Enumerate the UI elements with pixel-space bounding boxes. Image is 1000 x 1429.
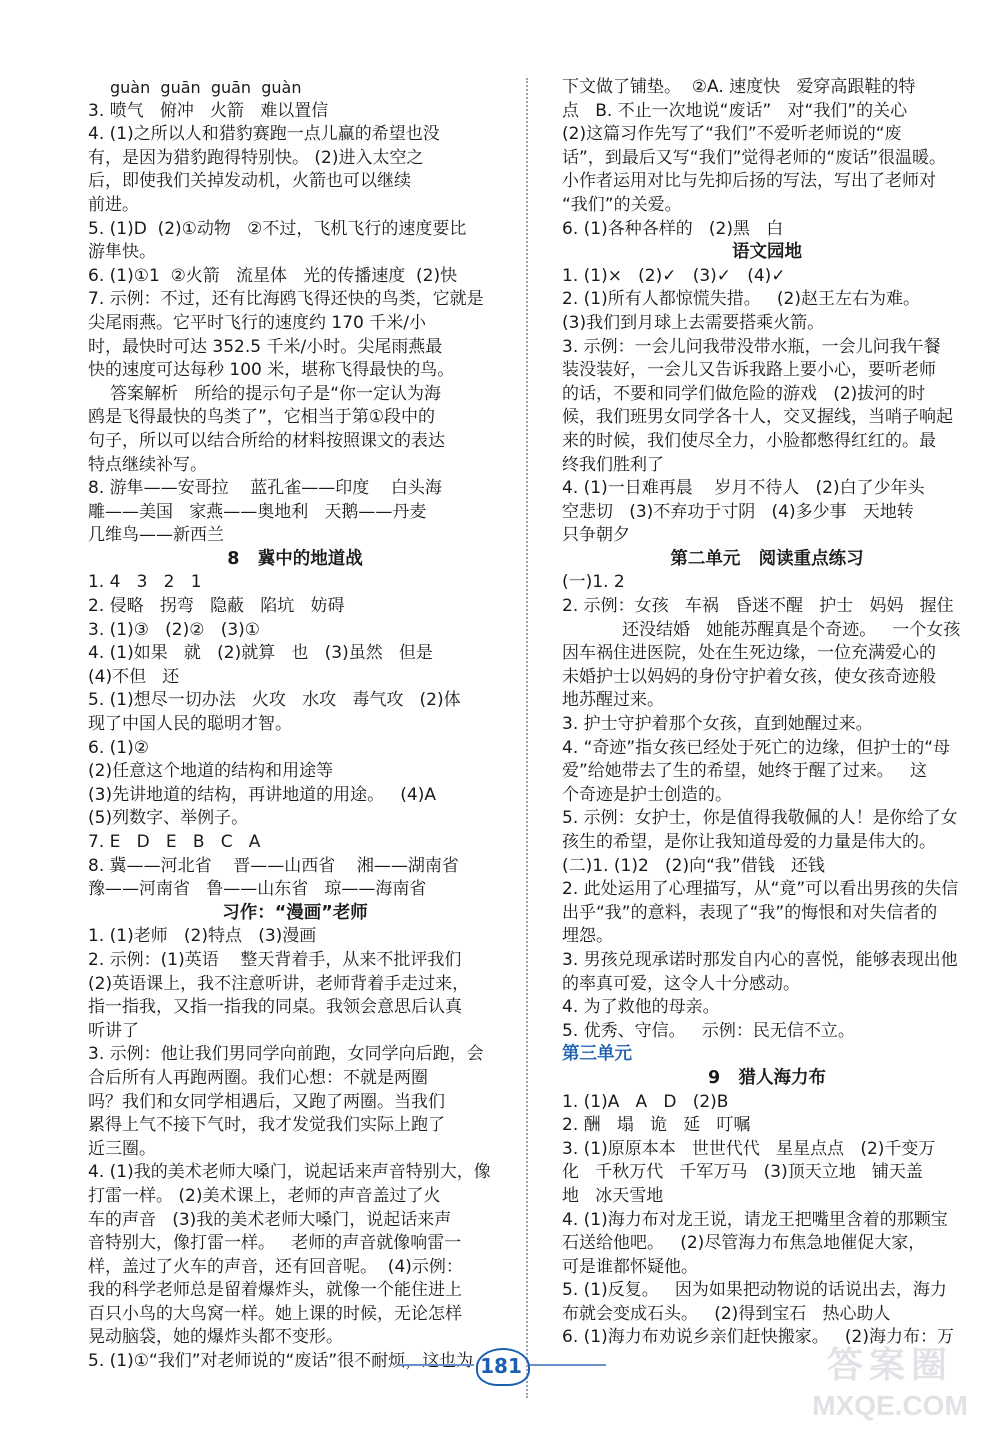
- answer-line: 近三圈。: [88, 1138, 156, 1159]
- answer-line: 3. 喷气 俯冲 火箭 难以置信: [88, 100, 329, 121]
- section-heading: 第二单元 阅读重点练习: [670, 548, 864, 569]
- watermark-logo: [790, 1343, 990, 1427]
- answer-line: 几维鸟——新西兰: [88, 525, 224, 546]
- section-heading: 9 猎人海力布: [708, 1067, 826, 1088]
- section-heading: 习作：“漫画”老师: [222, 902, 368, 923]
- answer-line: 快的速度可达每秒 100 米，堪称飞得最快的鸟。: [88, 360, 455, 381]
- answer-line: 出乎“我”的意料，表现了“我”的悔恨和对失信者的: [562, 902, 938, 923]
- section-heading: 第三单元: [562, 1044, 632, 1065]
- answer-line: 4. (1)如果 就 (2)就算 也 (3)虽然 但是: [88, 643, 433, 664]
- answer-line: 2. 此处运用了心理描写，从“竟”可以看出男孩的失信: [562, 879, 959, 900]
- answer-line: 小作者运用对比与先抑后扬的写法，写出了老师对: [562, 171, 936, 192]
- answer-line: 5. 优秀、守信。 示例：民无信不立。: [562, 1020, 855, 1041]
- answer-line: (2)任意这个地道的结构和用途等: [88, 761, 334, 782]
- answer-line: 后，即使我们关掉发动机，火箭也可以继续: [88, 171, 411, 192]
- answer-line: 布就会变成石头。 (2)得到宝石 热心助人: [562, 1303, 891, 1324]
- answer-line: 4. (1)我的美术老师大嗓门，说起话来声音特别大，像: [88, 1162, 491, 1183]
- answer-line: 下文做了铺垫。 ②A. 速度快 爱穿高跟鞋的特: [562, 77, 916, 97]
- answer-line: 可是谁都怀疑他。: [562, 1256, 698, 1277]
- answer-line: 5. 示例：女护士，你是值得我敬佩的人！是你给了女: [562, 808, 958, 829]
- answer-line: 1. (1)老师 (2)特点 (3)漫画: [88, 926, 317, 947]
- answer-line: 样，盖过了火车的声音，还有回音呢。 (4)示例：: [88, 1256, 463, 1277]
- answer-line: 地 冰天雪地: [562, 1185, 664, 1206]
- answer-line: 8. 游隼——安哥拉 蓝孔雀——印度 白头海: [88, 478, 442, 499]
- left-column: [88, 76, 502, 1374]
- answer-line: (一)1. 2: [562, 572, 625, 593]
- answer-line: 5. (1)①“我们”对老师说的“废话”很不耐烦，这也为: [88, 1351, 474, 1372]
- answer-line: 打雷一样。 (2)美术课上，老师的声音盖过了火: [88, 1185, 441, 1206]
- answer-line: 有，是因为猎豹跑得特别快。 (2)进入太空之: [88, 147, 424, 168]
- answer-line: 6. (1)①1 ②火箭 流星体 光的传播速度 (2)快: [88, 265, 458, 286]
- watermark-chars: 答案圈: [826, 1345, 953, 1386]
- answer-line: 前进。: [88, 194, 139, 215]
- answer-line: 终我们胜利了: [562, 454, 664, 475]
- answer-line: 因车祸住进医院，处在生死边缘，一位充满爱心的: [562, 643, 936, 664]
- answer-line: 句子，所以可以结合所给的材料按照课文的表达: [88, 430, 445, 451]
- answer-line: 2. 侵略 拐弯 隐蔽 陷坑 妨碍: [88, 596, 345, 617]
- section-heading: 8 冀中的地道战: [227, 548, 363, 569]
- answer-line: 鸥是飞得最快的鸟类了”，它相当于第①段中的: [88, 407, 436, 428]
- section-heading: 语文园地: [732, 242, 802, 263]
- answer-line: 2. 酬 塌 诡 延 叮嘱: [562, 1115, 751, 1136]
- answer-line: 还没结婚 她能苏醒真是个奇迹。 一个女孩: [622, 619, 961, 640]
- answer-line: 指一指我，又指一指我的同桌。我领会意思后认真: [88, 997, 462, 1018]
- answer-line: 候，我们班男女同学各十人，交叉握线，当哨子响起: [562, 407, 953, 428]
- watermark-url: MXQE.COM: [812, 1390, 968, 1421]
- answer-line: 4. (1)一日难再晨 岁月不待人 (2)白了少年头: [562, 478, 925, 499]
- answer-line: (3)先讲地道的结构，再讲地道的用途。 (4)A: [88, 784, 437, 805]
- answer-line: 4. (1)海力布对龙王说，请龙王把嘴里含着的那颗宝: [562, 1209, 948, 1230]
- answer-line: 2. 示例：女孩 车祸 昏迷不醒 护士 妈妈 握住: [562, 596, 954, 617]
- answer-line: 1. (1)A A D (2)B: [562, 1091, 729, 1112]
- answer-line: 吗？我们和女同学相遇后，又跑了两圈。当我们: [88, 1091, 445, 1112]
- answer-line: 3. (1)③ (2)② (3)①: [88, 619, 261, 640]
- answer-line: (4)不但 还: [88, 666, 180, 687]
- answer-line: 爱”给她带去了生的希望，她终于醒了过来。 这: [562, 761, 928, 782]
- answer-line: 3. 男孩兑现承诺时那发自内心的喜悦，能够表现出他: [562, 949, 958, 970]
- answer-line: (2)这篇习作先写了“我们”不爱听老师说的“废: [562, 124, 902, 145]
- answer-line: 时，最快时可达 352.5 千米/小时。尖尾雨燕最: [88, 336, 443, 357]
- answer-line: 的率真可爱，这令人十分感动。: [562, 973, 800, 994]
- answer-line: 2. 示例：(1)英语 整天背着手，从来不批评我们: [88, 949, 462, 970]
- answer-line: 地苏醒过来。: [562, 690, 664, 711]
- answer-line: 6. (1)②: [88, 737, 149, 758]
- answer-line: 埋怨。: [562, 926, 613, 947]
- answer-line: 6. (1)各种各样的 (2)黑 白: [562, 218, 784, 239]
- answer-line: 5. (1)想尽一切办法 火攻 水攻 毒气攻 (2)体: [88, 690, 461, 711]
- answer-line: (5)列数字、举例子。: [88, 808, 249, 829]
- answer-line: 答案解析 所给的提示句子是“你一定认为海: [110, 383, 442, 404]
- answer-line: 化 千秋万代 千军万马 (3)顶天立地 铺天盖: [562, 1162, 923, 1183]
- answer-line: 8. 冀——河北省 晋——山西省 湘——湖南省: [88, 855, 459, 876]
- answer-line: 的话，不要和同学们做危险的游戏 (2)拔河的时: [562, 383, 926, 404]
- answer-line: 豫——河南省 鲁——山东省 琼——海南省: [88, 879, 427, 900]
- footer-rule-left: [398, 1364, 474, 1366]
- answer-line: 百只小鸟的大鸟窝一样。她上课的时候，无论怎样: [88, 1303, 462, 1324]
- answer-line: 点 B. 不止一次地说“废话” 对“我们”的关心: [562, 100, 908, 121]
- page-number: 181: [480, 1354, 522, 1378]
- answer-line: 未婚护士以妈妈的身份守护着女孩，使女孩奇迹般: [562, 666, 936, 687]
- answer-line: 石送给他吧。 (2)尽管海力布焦急地催促大家，: [562, 1233, 926, 1254]
- answer-line: 只争朝夕: [562, 525, 630, 546]
- answer-line: 车的声音 (3)我的美术老师大嗓门，说起话来声: [88, 1209, 452, 1230]
- answer-line: 1. (1)× (2)✓ (3)✓ (4)✓: [562, 265, 786, 286]
- answer-line: “我们”的关爱。: [562, 194, 682, 215]
- answer-line: 合后所有人再跑两圈。我们心想：不就是两圈: [88, 1067, 428, 1088]
- answer-line: 5. (1)D (2)①动物 ②不过，飞机飞行的速度要比: [88, 218, 467, 239]
- answer-line: (二)1. (1)2 (2)向“我”借钱 还钱: [562, 855, 825, 876]
- answer-line: (3)我们到月球上去需要搭乘火箭。: [562, 312, 825, 333]
- answer-line: 7. 示例：不过，还有比海鸥飞得还快的鸟类，它就是: [88, 289, 484, 310]
- answer-line: 3. (1)原原本本 世世代代 星星点点 (2)千变万: [562, 1138, 936, 1159]
- answer-line: 孩生的希望，是你让我知道母爱的力量是伟大的。: [562, 832, 936, 852]
- answer-line: 装没装好，一会儿又告诉我路上要小心，要听老师: [562, 360, 936, 381]
- answer-line: 3. 示例：一会儿问我带没带水瓶，一会儿问我午餐: [562, 336, 941, 357]
- answer-line: 4. 为了救他的母亲。: [562, 997, 720, 1018]
- answer-line: 听讲了: [88, 1020, 139, 1041]
- answer-line: 音特别大，像打雷一样。 老师的声音就像响雷一: [88, 1233, 462, 1254]
- right-column: [562, 76, 972, 1350]
- answer-line: (2)英语课上，我不注意听讲，老师背着手走过来，: [88, 973, 470, 994]
- answer-line: 空悲切 (3)不弃功于寸阴 (4)多少事 天地转: [562, 501, 914, 522]
- answer-line: 现了中国人民的聪明才智。: [88, 714, 292, 735]
- answer-line: 个奇迹是护士创造的。: [562, 784, 732, 805]
- answer-line: 5. (1)反复。 因为如果把动物说的话说出去，海力: [562, 1280, 947, 1301]
- answer-line: 累得上气不接下气时，我才发觉我们实际上跑了: [88, 1115, 445, 1136]
- footer-rule-right: [530, 1364, 606, 1366]
- column-divider: [526, 78, 528, 1398]
- answer-line: 我的科学老师总是留着爆炸头，就像一个能住进上: [88, 1280, 462, 1301]
- answer-line: 4. (1)之所以人和猎豹赛跑一点儿赢的希望也没: [88, 124, 440, 145]
- answer-line: 话”，到最后又写“我们”觉得老师的“废话”很温暖。: [562, 147, 947, 168]
- answer-line: guàn guān guān guàn: [110, 78, 302, 97]
- answer-line: 4. “奇迹”指女孩已经处于死亡的边缘，但护士的“母: [562, 737, 951, 758]
- answer-line: 6. (1)海力布劝说乡亲们赶快搬家。 (2)海力布：万: [562, 1327, 954, 1348]
- answer-line: 晃动脑袋，她的爆炸头都不变形。: [88, 1327, 343, 1348]
- answer-line: 雕——美国 家燕——奥地利 天鹅——丹麦: [88, 501, 427, 522]
- answer-line: 特点继续补写。: [88, 454, 207, 475]
- answer-line: 3. 护士守护着那个女孩，直到她醒过来。: [562, 714, 873, 735]
- answer-line: 来的时候，我们使尽全力，小脸都憋得红红的。最: [562, 430, 936, 451]
- answer-line: 2. (1)所有人都惊慌失措。 (2)赵王左右为难。: [562, 289, 920, 310]
- answer-line: 1. 4 3 2 1: [88, 572, 202, 593]
- answer-line: 游隼快。: [88, 242, 156, 263]
- answer-line: 3. 示例：他让我们男同学向前跑，女同学向后跑，会: [88, 1044, 484, 1065]
- answer-line: 尖尾雨燕。它平时飞行的速度约 170 千米/小: [88, 312, 426, 333]
- answer-line: 7. E D E B C A: [88, 832, 261, 852]
